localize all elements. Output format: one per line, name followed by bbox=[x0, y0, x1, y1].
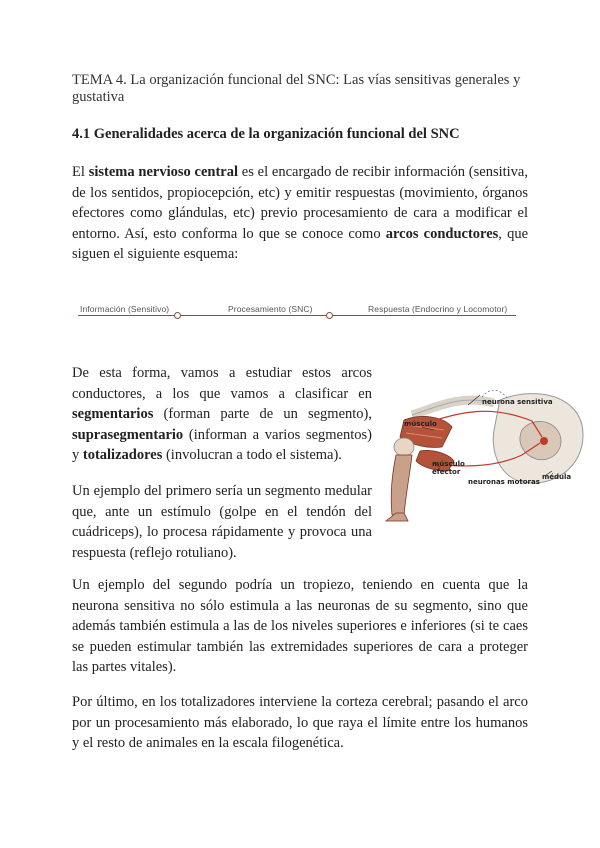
paragraph-totalizing-example: Por último, en los totalizadores interviene la corteza cerebral; pasando el arco por un procesamiento más elaborado, lo que raya el límite entre los humanos y el resto de animales en la escala filogenética. bbox=[72, 694, 528, 751]
bold-term: arcos conductores bbox=[385, 225, 499, 242]
paragraph-segmental-example: Un ejemplo del primero sería un segmento medular que, ante un estímulo (golpe en el tendón del cuádriceps), lo procesa rápidamente y provoca una respuesta (reflejo rotuliano). bbox=[72, 483, 372, 561]
flow-node bbox=[174, 312, 181, 319]
paragraph-intro: El sistema nervioso central es el encargado de recibir información (sensitiva, de los sentidos, propiocepción, etc) y emitir respuestas (movimiento, órganos efectores como glándulas, etc) previo procesamiento de cara a modificar el entorno. Así, esto conforma lo que se conoce como arcos conductores, que siguen el siguiente esquema: bbox=[72, 164, 529, 262]
reflex-arc-illustration bbox=[382, 375, 592, 525]
flow-line bbox=[78, 315, 516, 316]
flow-step-response: Respuesta (Endocrino y Locomotor) bbox=[368, 304, 508, 314]
conduction-arc-diagram bbox=[72, 300, 522, 324]
paragraph-suprasegmental-example: Un ejemplo del segundo podría un tropiezo, teniendo en cuenta que la neurona sensitiva no sólo estimula a las neuronas de su segmento, sino que además también estimula a las de los niveles superiores e inferiores (si te caes se pueden estimular también las extremidades superiores de cara a proteger las partes vitales). bbox=[72, 577, 528, 675]
bold-term: totalizadores bbox=[82, 447, 163, 463]
bold-term: segmentarios bbox=[72, 406, 154, 422]
label-muscle: músculo bbox=[404, 420, 437, 428]
label-motor-neurons: neuronas motoras bbox=[468, 478, 540, 486]
bold-term: sistema nervioso central bbox=[88, 164, 239, 180]
flow-node bbox=[326, 312, 333, 319]
bold-term: suprasegmentario bbox=[72, 426, 184, 443]
label-sensory-neuron: neurona sensitiva bbox=[482, 398, 553, 406]
paragraph-classification: De esta forma, vamos a estudiar estos arcos conductores, a los que vamos a clasificar en segmentarios (forman parte de un segmento), suprasegmentario (informan a varios segmentos) y totalizadores (involucran a todo el sistema). bbox=[72, 365, 372, 463]
section-heading: 4.1 Generalidades acerca de la organización funcional del SNC bbox=[72, 126, 460, 142]
flow-step-information: Información (Sensitivo) bbox=[80, 304, 170, 314]
flow-step-processing: Procesamiento (SNC) bbox=[228, 304, 313, 314]
label-spinal-cord: médula bbox=[542, 473, 572, 481]
label-effector-muscle: músculo efector bbox=[432, 460, 465, 476]
document-title: TEMA 4. La organización funcional del SNC: Las vías sensitivas generales y gustativa bbox=[72, 72, 521, 105]
